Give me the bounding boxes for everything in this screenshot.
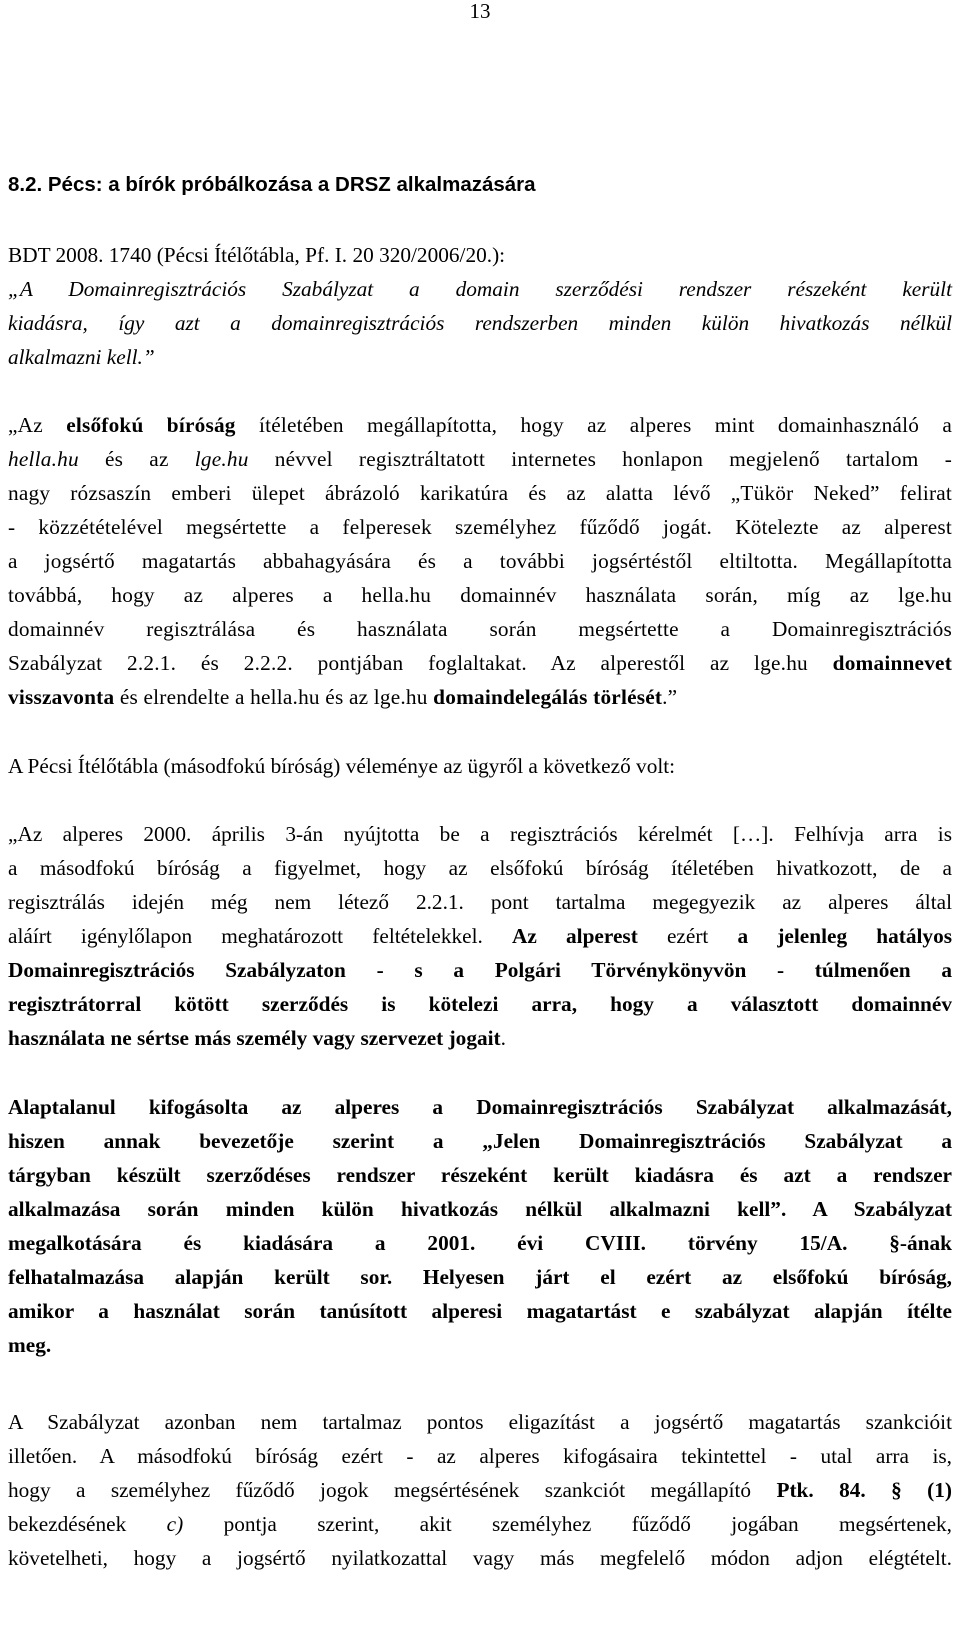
paragraph-line [8, 1507, 952, 1541]
bold-text: használata ne sértse más személy vagy szervezet jogait [8, 1026, 501, 1050]
paragraph-line: a jogsértő magatartás abbahagyására és a további jogsértéstől eltiltotta. Megállapította [8, 549, 952, 573]
paragraph-line [8, 408, 952, 442]
text-run: Szabályzat 2.2.1. és 2.2.2. pontjában foglaltakat. Az alperestől az lge.hu [8, 651, 833, 675]
italic-text: c) [166, 1512, 184, 1536]
text-run: hogy a személyhez fűződő jogok megsértésének szankciót megállapító [8, 1478, 777, 1502]
text-run: aláírt igénylőlapon meghatározott feltételekkel. [8, 924, 513, 948]
paragraph-line: „Az alperes 2000. április 3-án nyújtotta be a regisztrációs kérelmét […]. Felhívja arra is [8, 822, 952, 846]
bold-text: domainnevet [832, 651, 952, 675]
bold-text: a jelenleg hatályos [737, 924, 953, 948]
paragraph-line: Alaptalanul kifogásolta az alperes a Domainregisztrációs Szabályzat alkalmazását, [8, 1095, 952, 1119]
paragraph-line: Domainregisztrációs Szabályzaton - s a Polgári Törvénykönyvön - túlmenően a [8, 958, 952, 982]
paragraph-line [8, 442, 952, 476]
regulation-paragraph [0, 1090, 960, 1362]
bold-text: domaindelegálás törlését [433, 685, 663, 709]
paragraph-line: domainnév regisztrálása és használata során megsértette a Domainregisztrációs [8, 617, 952, 641]
paragraph-line: tárgyban készült szerződéses rendszer részeként került kiadásra és azt a rendszer [8, 1163, 952, 1187]
paragraph-line: követelheti, hogy a jogsértő nyilatkozattal vagy más megfelelő módon adjon elégtételt. [8, 1546, 952, 1570]
bold-text: Az alperest [512, 924, 638, 948]
domain-name: lge.hu [194, 447, 249, 471]
paragraph-line: nagy rózsaszín emberi ülepet ábrázoló karikatúra és az alatta lévő „Tükör Neked” felirat [8, 481, 952, 505]
citation-quote-line: kiadásra, így azt a domainregisztrációs rendszerben minden külön hivatkozás nélkül [8, 311, 952, 335]
paragraph-line [8, 1473, 952, 1507]
paragraph-line: regisztrátorral kötött szerződés is kötelezi arra, hogy a választott domainnév [8, 992, 952, 1016]
domain-name: hella.hu [8, 447, 79, 471]
paragraph-line [8, 680, 952, 714]
first-instance-paragraph [0, 408, 960, 714]
text-run: ítéletében megállapította, hogy az alperes mint domainhasználó a [235, 413, 952, 437]
paragraph-line: A Szabályzat azonban nem tartalmaz pontos eligazítást a jogsértő magatartás szankcióit [8, 1410, 952, 1434]
citation-quote-line: alkalmazni kell.” [8, 345, 155, 369]
section-heading: 8.2. Pécs: a bírók próbálkozása a DRSZ alkalmazására [8, 173, 536, 196]
text-run: bekezdésének [8, 1512, 167, 1536]
paragraph-line: továbbá, hogy az alperes a hella.hu domainnév használata során, míg az lge.hu [8, 583, 952, 607]
text-run: és elrendelte a hella.hu és az lge.hu [114, 685, 434, 709]
text-run: .” [662, 685, 678, 709]
bold-text: Ptk. 84. § (1) [776, 1478, 952, 1502]
text-run: névvel regisztráltatott internetes honlapon megjelenő tartalom - [248, 447, 952, 471]
paragraph-line: meg. [8, 1333, 52, 1357]
appeal-court-intro [0, 749, 960, 783]
paragraph-line [8, 919, 952, 953]
paragraph-line: regisztrálás idején még nem létező 2.2.1. pont tartalma megegyezik az alperes által [8, 890, 952, 914]
paragraph-line: megalkotására és kiadására a 2001. évi CVIII. törvény 15/A. §-ának [8, 1231, 952, 1255]
paragraph-line: - közzétételével megsértette a felperesek személyhez fűződő jogát. Kötelezte az alperest [8, 515, 952, 539]
citation-quote-line: „A Domainregisztrációs Szabályzat a domain szerződési rendszer részeként került [8, 277, 952, 301]
text-run: „Az [8, 413, 67, 437]
appeal-court-paragraph [0, 817, 960, 1055]
text-run: pontja szerint, akit személyhez fűződő jogában megsértenek, [183, 1512, 952, 1536]
sanctions-paragraph [0, 1405, 960, 1575]
paragraph-line: illetően. A másodfokú bíróság ezért - az alperes kifogásaira tekintettel - utal arra is, [8, 1444, 952, 1468]
paragraph-line [8, 1021, 952, 1055]
page-number: 13 [469, 0, 491, 23]
paragraph-line: alkalmazása során minden külön hivatkozás nélkül alkalmazni kell”. A Szabályzat [8, 1197, 952, 1221]
citation-block [0, 238, 960, 374]
paragraph-line: felhatalmazása alapján került sor. Helyesen járt el ezért az elsőfokú bíróság, [8, 1265, 952, 1289]
paragraph-line: a másodfokú bíróság a figyelmet, hogy az elsőfokú bíróság ítéletében hivatkozott, de a [8, 856, 952, 880]
citation-reference: BDT 2008. 1740 (Pécsi Ítélőtábla, Pf. I. 20 320/2006/20.): [8, 243, 506, 267]
text-run: és az [78, 447, 195, 471]
text-run: ezért [637, 924, 738, 948]
paragraph-line: hiszen annak bevezetője szerint a „Jelen Domainregisztrációs Szabályzat a [8, 1129, 952, 1153]
text-run: . [500, 1026, 506, 1050]
bold-text: elsőfokú bíróság [66, 413, 236, 437]
paragraph-line: amikor a használat során tanúsított alperesi magatartást e szabályzat alapján ítélte [8, 1299, 952, 1323]
paragraph-line: A Pécsi Ítélőtábla (másodfokú bíróság) véleménye az ügyről a következő volt: [8, 754, 676, 778]
paragraph-line [8, 646, 952, 680]
bold-text: visszavonta [8, 685, 115, 709]
